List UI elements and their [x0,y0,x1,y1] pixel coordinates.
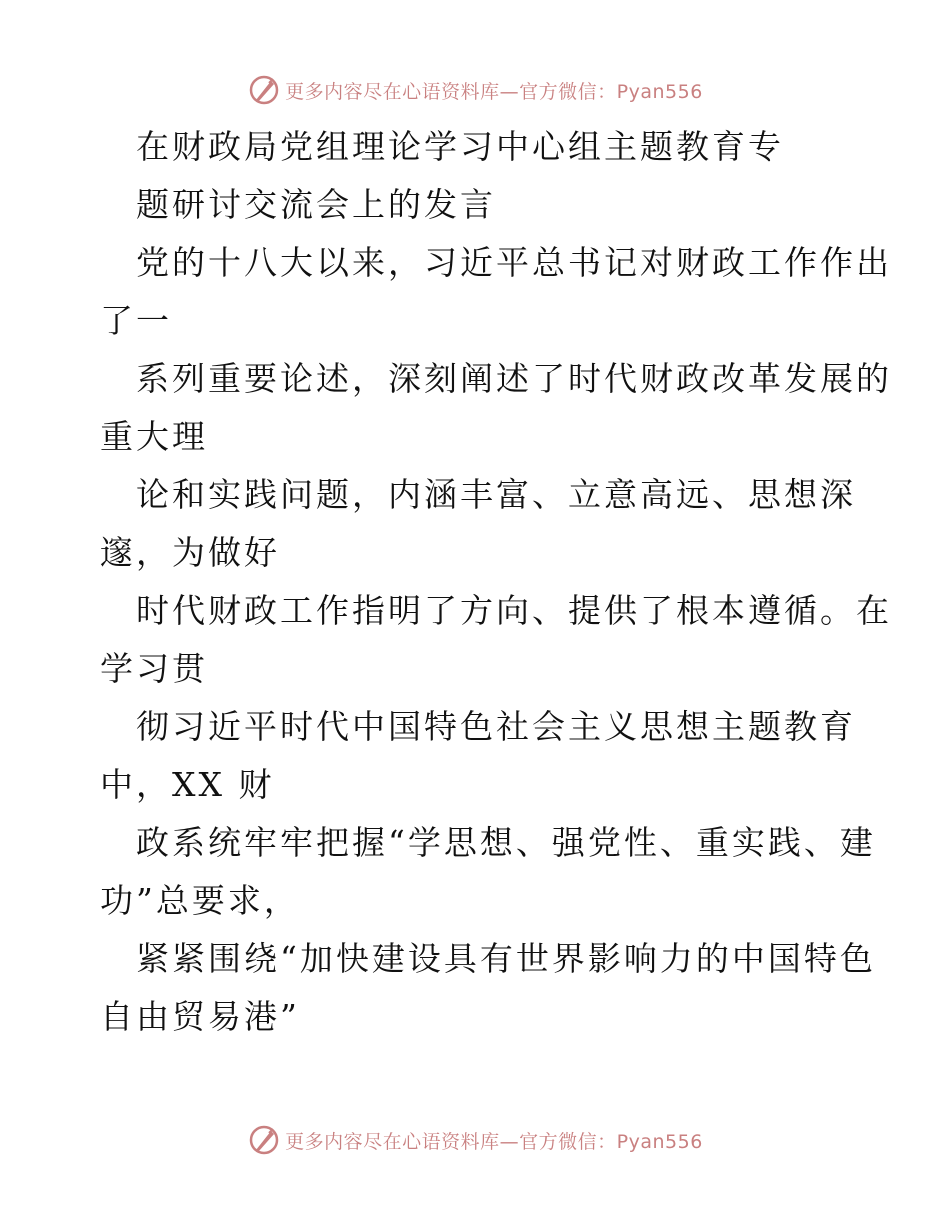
banner-text: 更多内容尽在心语资料库—官方微信：Pyan556 [285,80,703,103]
quill-pen-logo-icon [247,1123,281,1157]
paragraph-line: 系列重要论述，深刻阐述了时代财政改革发展的 [136,359,892,398]
document-body [100,118,892,1046]
paragraph-line: 彻习近平时代中国特色社会主义思想主题教育 [136,707,856,746]
paragraph-line: 时代财政工作指明了方向、提供了根本遵循。在 [136,591,892,630]
paragraph-lines [100,234,892,1046]
document-title-line-1: 在财政局党组理论学习中心组主题教育专 [136,127,784,166]
paragraph-line: 论和实践问题，内涵丰富、立意高远、思想深 [136,475,856,514]
banner-text: 更多内容尽在心语资料库—官方微信：Pyan556 [285,1130,703,1153]
paragraph-line: 党的十八大以来，习近平总书记对财政工作作出 [136,243,892,282]
document-title-line-2: 题研讨交流会上的发言 [136,185,496,224]
paragraph-line: 重大理 [100,417,208,456]
paragraph-line: 政系统牢牢把握“学思想、强党性、重实践、建 [136,823,876,862]
header-banner [0,70,950,110]
quill-pen-logo-icon [247,73,281,107]
paragraph-line: 紧紧围绕“加快建设具有世界影响力的中国特色 [136,939,876,978]
paragraph-line: 功”总要求， [100,881,300,920]
paragraph-line: 中，XX 财 [100,765,275,804]
footer-banner [0,1120,950,1160]
paragraph-line: 了一 [100,301,172,340]
paragraph-line: 自由贸易港” [100,997,300,1036]
paragraph-line: 邃，为做好 [100,533,280,572]
paragraph-line: 学习贯 [100,649,208,688]
